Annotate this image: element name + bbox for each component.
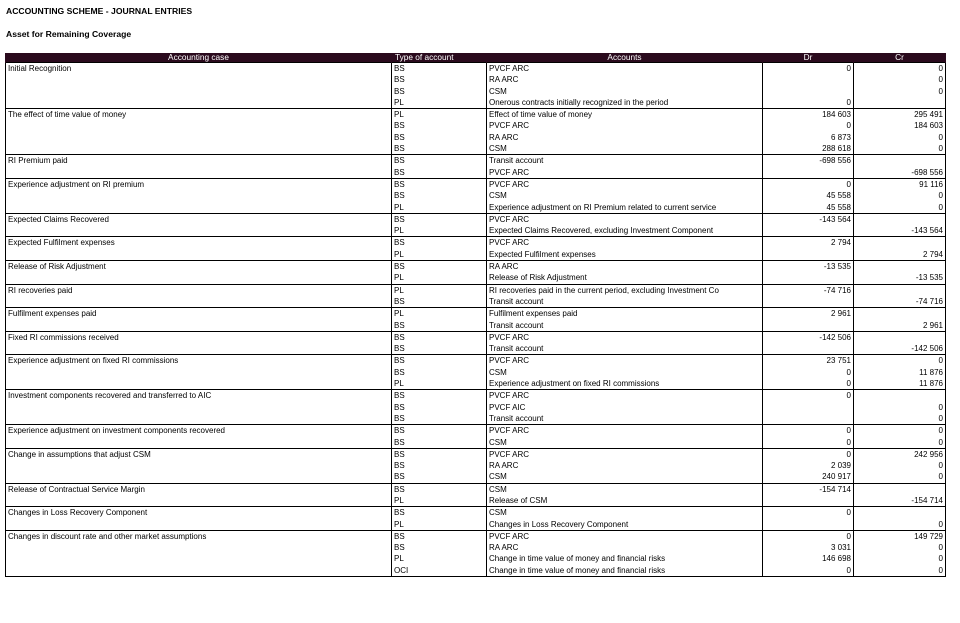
cr-cell xyxy=(854,237,946,249)
account-cell: RA ARC xyxy=(487,542,763,553)
dr-cell: 0 xyxy=(763,437,854,449)
case-cell: Investment components recovered and transferred to AIC xyxy=(6,390,392,402)
cr-cell: -143 564 xyxy=(854,225,946,237)
type-cell: BS xyxy=(392,507,487,519)
type-cell: BS xyxy=(394,75,405,85)
dr-cell: 0 xyxy=(763,367,854,378)
cr-cell: 0 xyxy=(854,143,946,155)
account-cell: PVCF ARC xyxy=(487,331,763,343)
account-cell: CSM xyxy=(487,507,763,519)
account-cell: PVCF ARC xyxy=(487,425,763,437)
case-cell xyxy=(6,378,392,390)
type-cell: BS xyxy=(392,261,487,273)
cr-cell: 295 491 xyxy=(854,109,946,121)
type-cell: BS xyxy=(392,530,487,542)
cr-cell: -13 535 xyxy=(854,272,946,284)
account-cell: CSM xyxy=(487,471,763,483)
dr-cell: -154 714 xyxy=(763,483,854,495)
case-cell xyxy=(6,225,392,237)
type-cell: BS xyxy=(394,296,405,306)
case-cell xyxy=(6,320,392,332)
type-cell: BS xyxy=(392,390,487,402)
dr-cell: 45 558 xyxy=(763,190,854,201)
table-row xyxy=(6,378,946,390)
table-row xyxy=(6,413,946,425)
account-cell: RA ARC xyxy=(487,460,763,471)
cr-cell xyxy=(854,483,946,495)
case-cell xyxy=(6,495,392,507)
case-cell xyxy=(6,437,392,449)
table-row xyxy=(6,355,946,367)
dr-cell: 2 961 xyxy=(763,308,854,320)
dr-cell: 0 xyxy=(763,63,854,75)
type-cell: BS xyxy=(394,543,405,553)
table-row xyxy=(6,507,946,519)
account-cell: Transit account xyxy=(487,343,763,355)
account-cell: PVCF ARC xyxy=(487,448,763,460)
table-row xyxy=(6,460,946,471)
cr-cell: 0 xyxy=(854,190,946,201)
type-cell: BS xyxy=(392,448,487,460)
table-row xyxy=(6,519,946,531)
cr-cell: 0 xyxy=(854,202,946,214)
dr-cell: 0 xyxy=(763,378,854,390)
case-cell: RI recoveries paid xyxy=(6,284,392,296)
dr-cell: 0 xyxy=(763,97,854,109)
table-row xyxy=(6,132,946,143)
table-row xyxy=(6,367,946,378)
type-cell: BS xyxy=(394,132,405,142)
account-cell: RI recoveries paid in the current period, excluding Investment Co xyxy=(487,284,763,296)
dr-cell xyxy=(763,519,854,531)
case-cell xyxy=(6,190,392,201)
dr-cell xyxy=(763,296,854,308)
table-row xyxy=(6,167,946,179)
table-row xyxy=(6,97,946,109)
header-accounting-case: Accounting case xyxy=(6,53,392,63)
case-cell: Fixed RI commissions received xyxy=(6,331,392,343)
table-row xyxy=(6,448,946,460)
type-cell: BS xyxy=(394,86,405,96)
type-cell: PL xyxy=(394,495,404,505)
case-cell xyxy=(6,132,392,143)
sheet-title: ACCOUNTING SCHEME - JOURNAL ENTRIES xyxy=(6,6,193,16)
cr-cell: 0 xyxy=(854,132,946,143)
cr-cell xyxy=(854,331,946,343)
header-dr: Dr xyxy=(763,53,854,63)
account-cell: PVCF ARC xyxy=(487,390,763,402)
type-cell: PL xyxy=(394,379,404,389)
dr-cell xyxy=(763,249,854,261)
table-row xyxy=(6,437,946,449)
account-cell: Transit account xyxy=(487,296,763,308)
cr-cell xyxy=(854,390,946,402)
type-cell: PL xyxy=(392,284,487,296)
dr-cell: 240 917 xyxy=(763,471,854,483)
type-cell: BS xyxy=(394,472,405,482)
dr-cell xyxy=(763,343,854,355)
table-row xyxy=(6,202,946,214)
dr-cell: 2 039 xyxy=(763,460,854,471)
type-cell: BS xyxy=(394,167,405,177)
case-cell xyxy=(6,167,392,179)
case-cell xyxy=(6,460,392,471)
table-row xyxy=(6,74,946,85)
cr-cell: 0 xyxy=(854,74,946,85)
dr-cell xyxy=(763,272,854,284)
account-cell: PVCF ARC xyxy=(487,355,763,367)
cr-cell xyxy=(854,261,946,273)
cr-cell xyxy=(854,308,946,320)
table-row xyxy=(6,143,946,155)
type-cell: BS xyxy=(392,355,487,367)
header-accounts: Accounts xyxy=(487,53,763,63)
dr-cell: -143 564 xyxy=(763,213,854,225)
cr-cell: 0 xyxy=(854,413,946,425)
table-row xyxy=(6,296,946,308)
dr-cell: 0 xyxy=(763,565,854,577)
dr-cell: 45 558 xyxy=(763,202,854,214)
cr-cell: 11 876 xyxy=(854,367,946,378)
table-row xyxy=(6,63,946,75)
sheet-subtitle: Asset for Remaining Coverage xyxy=(6,29,132,39)
table-row xyxy=(6,425,946,437)
account-cell: PVCF AIC xyxy=(487,402,763,413)
case-cell xyxy=(6,519,392,531)
account-cell: CSM xyxy=(487,143,763,155)
dr-cell: -74 716 xyxy=(763,284,854,296)
cr-cell: 149 729 xyxy=(854,530,946,542)
account-cell: PVCF ARC xyxy=(487,63,763,75)
case-cell xyxy=(6,143,392,155)
cr-cell: 2 794 xyxy=(854,249,946,261)
dr-cell: 184 603 xyxy=(763,109,854,121)
dr-cell: 0 xyxy=(763,530,854,542)
cr-cell: 0 xyxy=(854,565,946,577)
dr-cell: 3 031 xyxy=(763,542,854,553)
table-row xyxy=(6,190,946,201)
table-row xyxy=(6,249,946,261)
account-cell: Changes in Loss Recovery Component xyxy=(487,519,763,531)
header-row xyxy=(6,53,946,63)
type-cell: BS xyxy=(392,425,487,437)
dr-cell xyxy=(763,86,854,97)
type-cell: BS xyxy=(394,402,405,412)
dr-cell: 2 794 xyxy=(763,237,854,249)
type-cell: BS xyxy=(394,191,405,201)
cr-cell: -698 556 xyxy=(854,167,946,179)
table-row xyxy=(6,86,946,97)
table-row xyxy=(6,331,946,343)
cr-cell xyxy=(854,213,946,225)
dr-cell xyxy=(763,225,854,237)
dr-cell xyxy=(763,167,854,179)
cr-cell xyxy=(854,155,946,167)
table-row xyxy=(6,471,946,483)
type-cell: BS xyxy=(392,178,487,190)
case-cell: Release of Contractual Service Margin xyxy=(6,483,392,495)
account-cell: Transit account xyxy=(487,413,763,425)
account-cell: Experience adjustment on RI Premium related to current service xyxy=(487,202,763,214)
account-cell: RA ARC xyxy=(487,74,763,85)
dr-cell xyxy=(763,495,854,507)
case-cell: Fulfilment expenses paid xyxy=(6,308,392,320)
case-cell xyxy=(6,74,392,85)
dr-cell: 0 xyxy=(763,425,854,437)
type-cell: PL xyxy=(394,519,404,529)
cr-cell: 11 876 xyxy=(854,378,946,390)
dr-cell: -13 535 xyxy=(763,261,854,273)
table-row xyxy=(6,225,946,237)
case-cell xyxy=(6,97,392,109)
case-cell xyxy=(6,296,392,308)
account-cell: RA ARC xyxy=(487,132,763,143)
dr-cell: 0 xyxy=(763,178,854,190)
table-row xyxy=(6,109,946,121)
type-cell: BS xyxy=(394,413,405,423)
dr-cell: 0 xyxy=(763,448,854,460)
dr-cell: 6 873 xyxy=(763,132,854,143)
type-cell: BS xyxy=(392,155,487,167)
account-cell: PVCF ARC xyxy=(487,213,763,225)
table-row xyxy=(6,120,946,131)
type-cell: PL xyxy=(392,308,487,320)
dr-cell xyxy=(763,413,854,425)
type-cell: BS xyxy=(392,331,487,343)
dr-cell: -142 506 xyxy=(763,331,854,343)
case-cell xyxy=(6,471,392,483)
case-cell xyxy=(6,86,392,97)
type-cell: PL xyxy=(394,249,404,259)
case-cell xyxy=(6,402,392,413)
type-cell: BS xyxy=(394,367,405,377)
type-cell: PL xyxy=(394,273,404,283)
type-cell: BS xyxy=(394,461,405,471)
type-cell: BS xyxy=(392,63,487,75)
table-row xyxy=(6,284,946,296)
type-cell: BS xyxy=(394,121,405,131)
cr-cell: 2 961 xyxy=(854,320,946,332)
account-cell: Release of CSM xyxy=(487,495,763,507)
case-cell: Experience adjustment on RI premium xyxy=(6,178,392,190)
case-cell: Experience adjustment on investment components recovered xyxy=(6,425,392,437)
case-cell: Initial Recognition xyxy=(6,63,392,75)
case-cell: The effect of time value of money xyxy=(6,109,392,121)
cr-cell: 0 xyxy=(854,63,946,75)
account-cell: RA ARC xyxy=(487,261,763,273)
table-row xyxy=(6,237,946,249)
dr-cell: 0 xyxy=(763,390,854,402)
header-type-of-account: Type of account xyxy=(392,53,487,63)
account-cell: Transit account xyxy=(487,155,763,167)
cr-cell: 91 116 xyxy=(854,178,946,190)
type-cell: BS xyxy=(394,437,405,447)
type-cell: PL xyxy=(394,554,404,564)
table-row xyxy=(6,213,946,225)
type-cell: OCI xyxy=(392,565,487,577)
case-cell xyxy=(6,565,392,577)
case-cell xyxy=(6,120,392,131)
cr-cell: 0 xyxy=(854,553,946,564)
case-cell: Experience adjustment on fixed RI commissions xyxy=(6,355,392,367)
table-row xyxy=(6,272,946,284)
type-cell: BS xyxy=(394,320,405,330)
type-cell: PL xyxy=(394,202,404,212)
table-row xyxy=(6,178,946,190)
account-cell: Effect of time value of money xyxy=(487,109,763,121)
cr-cell: 0 xyxy=(854,542,946,553)
type-cell: BS xyxy=(392,483,487,495)
type-cell: PL xyxy=(394,97,404,107)
cr-cell: -154 714 xyxy=(854,495,946,507)
table-row xyxy=(6,402,946,413)
case-cell: Change in assumptions that adjust CSM xyxy=(6,448,392,460)
type-cell: PL xyxy=(392,109,487,121)
cr-cell: 0 xyxy=(854,437,946,449)
header-cr: Cr xyxy=(854,53,946,63)
account-cell: PVCF ARC xyxy=(487,178,763,190)
cr-cell: 0 xyxy=(854,460,946,471)
case-cell: Expected Claims Recovered xyxy=(6,213,392,225)
dr-cell xyxy=(763,74,854,85)
case-cell xyxy=(6,542,392,553)
account-cell: PVCF ARC xyxy=(487,530,763,542)
cr-cell xyxy=(854,284,946,296)
table-row xyxy=(6,343,946,355)
case-cell xyxy=(6,249,392,261)
account-cell: Release of Risk Adjustment xyxy=(487,272,763,284)
account-cell: CSM xyxy=(487,437,763,449)
account-cell: Experience adjustment on fixed RI commissions xyxy=(487,378,763,390)
cr-cell xyxy=(854,97,946,109)
case-cell xyxy=(6,413,392,425)
dr-cell: 0 xyxy=(763,120,854,131)
journal-entries-table xyxy=(5,53,946,577)
type-cell: PL xyxy=(394,226,404,236)
cr-cell: 0 xyxy=(854,519,946,531)
dr-cell: -698 556 xyxy=(763,155,854,167)
account-cell: Expected Fulfilment expenses xyxy=(487,249,763,261)
account-cell: Transit account xyxy=(487,320,763,332)
case-cell: Release of Risk Adjustment xyxy=(6,261,392,273)
type-cell: BS xyxy=(392,213,487,225)
cr-cell: -74 716 xyxy=(854,296,946,308)
case-cell: RI Premium paid xyxy=(6,155,392,167)
dr-cell xyxy=(763,402,854,413)
account-cell: PVCF ARC xyxy=(487,237,763,249)
case-cell: Expected Fulfilment expenses xyxy=(6,237,392,249)
table-row xyxy=(6,553,946,564)
cr-cell: 0 xyxy=(854,86,946,97)
account-cell: Onerous contracts initially recognized in the period xyxy=(487,97,763,109)
case-cell xyxy=(6,343,392,355)
type-cell: BS xyxy=(394,144,405,154)
table-row xyxy=(6,530,946,542)
dr-cell: 23 751 xyxy=(763,355,854,367)
cr-cell: 0 xyxy=(854,355,946,367)
account-cell: CSM xyxy=(487,190,763,201)
account-cell: Change in time value of money and financial risks xyxy=(487,553,763,564)
case-cell: Changes in Loss Recovery Component xyxy=(6,507,392,519)
account-cell: CSM xyxy=(487,86,763,97)
table-row xyxy=(6,495,946,507)
table-row xyxy=(6,390,946,402)
account-cell: PVCF ARC xyxy=(487,167,763,179)
table-row xyxy=(6,155,946,167)
case-cell xyxy=(6,202,392,214)
dr-cell: 0 xyxy=(763,507,854,519)
case-cell xyxy=(6,553,392,564)
cr-cell: 184 603 xyxy=(854,120,946,131)
account-cell: CSM xyxy=(487,367,763,378)
case-cell xyxy=(6,367,392,378)
dr-cell: 288 618 xyxy=(763,143,854,155)
dr-cell xyxy=(763,320,854,332)
account-cell: PVCF ARC xyxy=(487,120,763,131)
account-cell: Fulfilment expenses paid xyxy=(487,308,763,320)
cr-cell: 0 xyxy=(854,471,946,483)
dr-cell: 146 698 xyxy=(763,553,854,564)
account-cell: Expected Claims Recovered, excluding Investment Component xyxy=(487,225,763,237)
cr-cell xyxy=(854,507,946,519)
type-cell: BS xyxy=(394,344,405,354)
account-cell: CSM xyxy=(487,483,763,495)
cr-cell: 0 xyxy=(854,402,946,413)
cr-cell: -142 506 xyxy=(854,343,946,355)
account-cell: Change in time value of money and financial risks xyxy=(487,565,763,577)
case-cell xyxy=(6,272,392,284)
table-row xyxy=(6,320,946,332)
cr-cell: 0 xyxy=(854,425,946,437)
case-cell: Changes in discount rate and other market assumptions xyxy=(6,530,392,542)
table-row xyxy=(6,565,946,577)
table-row xyxy=(6,308,946,320)
cr-cell: 242 956 xyxy=(854,448,946,460)
table-row xyxy=(6,542,946,553)
table-row xyxy=(6,483,946,495)
table-row xyxy=(6,261,946,273)
type-cell: BS xyxy=(392,237,487,249)
